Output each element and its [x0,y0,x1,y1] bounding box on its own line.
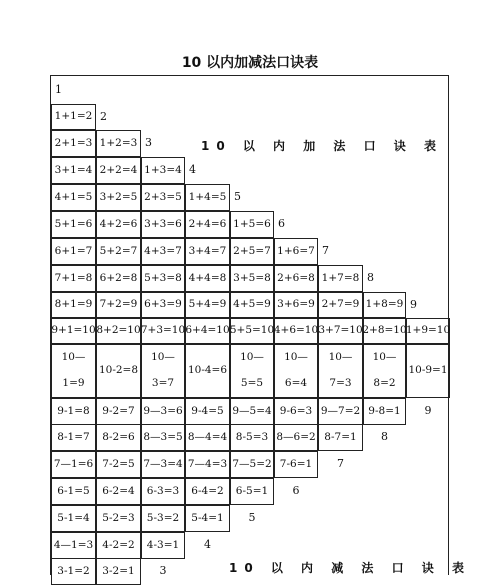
addition-formula-cell: 4+2=6 [96,211,141,238]
subtraction-formula-cell: 5-1=4 [51,505,96,532]
addition-formula-cell: 2+7=9 [318,292,363,318]
subtraction-formula-cell: 6-4=2 [185,478,230,505]
table-subtitle-bottom: 10 以 内 减 法 口 诀 表 [229,561,471,575]
subtraction-formula-cell: 7-2=5 [96,451,141,478]
formula-part: 5=5 [240,377,264,390]
subtraction-formula-cell: 3-2=1 [96,558,141,585]
formula-part: 10— [151,351,175,364]
addition-formula-cell: 1+5=6 [230,211,274,238]
table-frame [50,75,471,578]
subtraction-formula-cell: 7—5=2 [230,451,274,478]
subtraction-formula-cell: 5-3=2 [141,505,185,532]
addition-formula-cell [318,344,363,398]
subtraction-formula-cell: 8—4=4 [185,424,230,451]
addition-formula-cell: 3+4=7 [185,238,230,265]
addition-formula-cell: 1+9=10 [406,318,450,344]
subtraction-formula-cell: 5-4=1 [185,505,230,532]
addition-formula-cell: 3+6=9 [274,292,318,318]
row-number-label: 9 [424,404,432,418]
formula-part: 10— [328,351,353,364]
addition-formula-cell: 10-4=6 [185,344,230,398]
subtraction-formula-cell: 9-2=7 [96,398,141,425]
subtraction-formula-cell: 6-3=3 [141,478,185,505]
subtraction-formula-cell: 9—7=2 [318,398,363,425]
addition-formula-cell: 4+1=5 [51,184,96,211]
row-number-label: 6 [278,217,285,231]
addition-formula-cell: 4+5=9 [230,292,274,318]
subtraction-formula-cell: 6-5=1 [230,478,274,505]
addition-formula-cell: 8+1=9 [51,292,96,318]
addition-formula-cell: 3+1=4 [51,157,96,184]
addition-formula-cell: 4+6=10 [274,318,318,344]
addition-formula-cell: 5+3=8 [141,265,185,292]
subtraction-formula-cell: 8-2=6 [96,424,141,451]
subtraction-formula-cell: 8-7=1 [318,424,363,451]
subtraction-formula-cell: 7—3=4 [141,451,185,478]
subtraction-formula-cell: 4—1=3 [51,532,96,559]
document-title: 10 以内加减法口诀表 [181,55,319,71]
subtraction-formula-cell: 5-2=3 [96,505,141,532]
row-number-label: 5 [248,511,256,525]
formula-part: 10— [240,351,264,364]
addition-formula-cell [141,344,185,398]
formula-part: 6=4 [284,377,308,390]
addition-formula-cell [51,344,96,398]
formula-part: 8=2 [373,377,396,390]
subtraction-formula-cell: 8—6=2 [274,424,318,451]
formula-part: 3=7 [151,377,175,390]
subtraction-formula-cell: 8-5=3 [230,424,274,451]
subtraction-formula-cell: 9-8=1 [363,398,406,425]
addition-formula-cell: 1+1=2 [51,104,96,130]
row-number-label: 2 [100,109,107,123]
row-number-label: 8 [381,430,388,444]
subtraction-formula-cell: 7-6=1 [274,451,318,478]
subtraction-formula-cell: 4-2=2 [96,532,141,559]
subtraction-formula-cell: 4-3=1 [141,532,185,559]
addition-formula-cell: 6+1=7 [51,238,96,265]
addition-formula-cell: 2+8=10 [363,318,406,344]
addition-formula-cell: 2+6=8 [274,265,318,292]
addition-formula-cell: 3+3=6 [141,211,185,238]
row-number-label: 7 [337,457,344,471]
addition-formula-cell: 3+2=5 [96,184,141,211]
addition-formula-cell: 2+3=5 [141,184,185,211]
row-number-label: 3 [159,564,167,578]
formula-part: 7=3 [329,377,352,390]
addition-formula-cell: 2+4=6 [185,211,230,238]
formula-part: 1=9 [62,377,85,390]
addition-formula-cell: 4+3=7 [141,238,185,265]
row-number-label: 5 [234,190,241,204]
subtraction-formula-cell: 6-2=4 [96,478,141,505]
addition-formula-cell: 1+2=3 [96,130,141,157]
addition-formula-cell: 4+4=8 [185,265,230,292]
row-number-label: 3 [145,136,152,150]
addition-formula-cell: 6+2=8 [96,265,141,292]
row-number-label: 9 [410,297,417,311]
row-number-label: 4 [189,163,196,177]
addition-formula-cell: 7+3=10 [141,318,185,344]
addition-formula-cell: 1+7=8 [318,265,363,292]
addition-formula-cell: 5+5=10 [230,318,274,344]
addition-formula-cell: 2+5=7 [230,238,274,265]
subtraction-formula-cell: 9—5=4 [230,398,274,425]
addition-formula-cell: 2+2=4 [96,157,141,184]
subtraction-formula-cell: 7—4=3 [185,451,230,478]
row-number-label: 7 [322,244,329,258]
subtraction-formula-cell: 6-1=5 [51,478,96,505]
addition-formula-cell: 6+4=10 [185,318,230,344]
addition-formula-cell: 9+1=10 [51,318,96,344]
row-number-label: 6 [292,484,300,498]
subtraction-formula-cell: 9-6=3 [274,398,318,425]
subtraction-formula-cell: 9-1=8 [51,398,96,425]
addition-formula-cell: 3+5=8 [230,265,274,292]
addition-formula-cell [230,344,274,398]
addition-formula-cell: 5+2=7 [96,238,141,265]
addition-formula-cell [363,344,406,398]
table-subtitle: 10 以 内 加 法 口 诀 表 [201,139,443,153]
addition-formula-cell: 10-2=8 [96,344,141,398]
addition-formula-cell: 5+1=6 [51,211,96,238]
addition-formula-cell: 1+6=7 [274,238,318,265]
row-number-label: 8 [367,271,374,285]
addition-formula-cell [274,344,318,398]
addition-formula-cell: 3+7=10 [318,318,363,344]
row-number-label: 1 [55,82,62,96]
row-number-label: 4 [204,538,211,552]
addition-formula-cell: 8+2=10 [96,318,141,344]
subtraction-formula-cell: 9-4=5 [185,398,230,425]
subtraction-formula-cell: 9—3=6 [141,398,185,425]
addition-formula-cell: 1+4=5 [185,184,230,211]
addition-formula-cell: 6+3=9 [141,292,185,318]
formula-part: 10— [61,351,86,364]
addition-formula-cell: 7+2=9 [96,292,141,318]
subtraction-formula-cell: 7—1=6 [51,451,96,478]
addition-formula-cell: 10-9=1 [406,344,450,398]
addition-formula-cell: 5+4=9 [185,292,230,318]
formula-part: 10— [284,351,308,364]
addition-formula-cell: 1+8=9 [363,292,406,318]
subtraction-formula-cell: 8-1=7 [51,424,96,451]
addition-formula-cell: 7+1=8 [51,265,96,292]
subtraction-formula-cell: 3-1=2 [51,558,96,585]
addition-formula-cell: 2+1=3 [51,130,96,157]
formula-part: 10— [372,351,397,364]
addition-formula-cell: 1+3=4 [141,157,185,184]
subtraction-formula-cell: 8—3=5 [141,424,185,451]
